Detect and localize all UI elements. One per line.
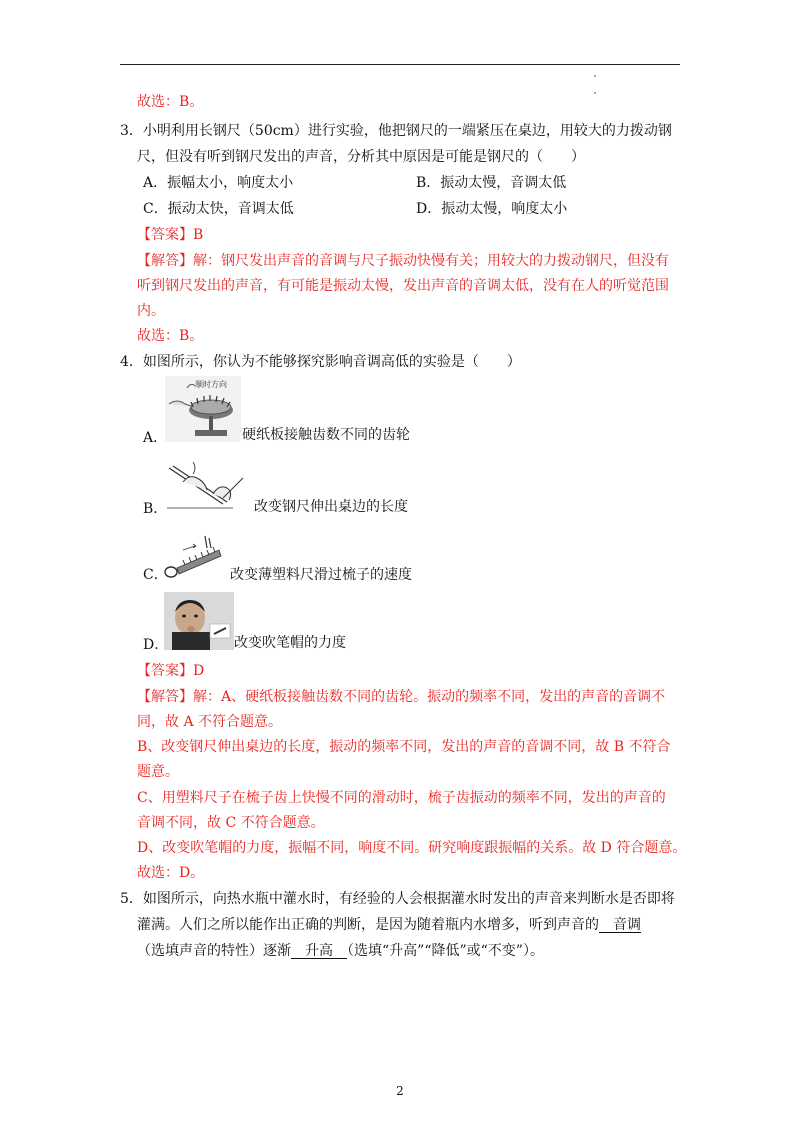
q4-option-d-letter: D．	[143, 637, 169, 653]
q5-stem-line-3	[137, 942, 544, 960]
q3-option-a: A．振幅太小，响度太小	[143, 175, 294, 191]
fig-a-caption: 顺时方向	[195, 380, 227, 389]
q4-option-d-text: 改变吹笔帽的力度	[234, 635, 346, 651]
header-rule	[120, 64, 680, 65]
q4-option-b-letter: B．	[143, 501, 168, 517]
page-number: 2	[396, 1084, 404, 1098]
q4-analysis-line-7: D、改变吹笔帽的力度，振幅不同，响度不同。研究响度跟振幅的关系。故 D 符合题意。	[137, 840, 687, 856]
q4-answer: 【答案】D	[137, 663, 205, 679]
q4-option-a-text: 硬纸板接触齿数不同的齿轮	[242, 427, 410, 443]
q5-stem-line-2	[137, 916, 641, 934]
q4-stem: 4．如图所示，你认为不能够探究影响音调高低的实验是（ ）	[120, 354, 521, 370]
q4-analysis-line-3: B、改变钢尺伸出桌边的长度，振动的频率不同，发出的声音的音调不同，故 B 不符合	[137, 739, 671, 755]
q5-stem-line-1: 5．如图所示，向热水瓶中灌水时，有经验的人会根据灌水时发出的声音来判断水是否即将	[120, 891, 675, 907]
q3-stem-line-1: 3．小明利用长钢尺（50cm）进行实验，他把钢尺的一端紧压在桌边，用较大的力拨动钢	[120, 123, 672, 139]
comb-figure	[163, 532, 227, 582]
q4-conclusion: 故选：D。	[137, 865, 205, 881]
gear-figure	[165, 376, 241, 442]
q4-analysis-line-6: 音调不同，故 C 不符合题意。	[137, 815, 325, 831]
q5-blank-2: 升高	[291, 943, 347, 959]
q4-option-c-letter: C．	[143, 567, 168, 583]
q3-conclusion: 故选：B。	[137, 328, 204, 344]
q3-answer: 【答案】B	[137, 227, 204, 243]
prev-answer: 故选：B。	[137, 94, 204, 110]
header-dot	[594, 92, 596, 94]
q5-blank-1: 音调	[599, 917, 641, 933]
ruler-figure	[163, 458, 249, 516]
q4-analysis-line-1: 【解答】解：A、硬纸板接触齿数不同的齿轮。振动的频率不同，发出的声音的音调不	[137, 689, 666, 705]
q3-analysis-line-2: 听到钢尺发出的声音，有可能是振动太慢，发出声音的音调太低，没有在人的听觉范围	[137, 278, 669, 294]
header-dot	[594, 75, 596, 77]
q5-stem-text: （选填声音的特性）逐渐	[137, 943, 291, 959]
q4-analysis-line-5: C、用塑料尺子在梳子齿上快慢不同的滑动时，梳子齿振动的频率不同，发出的声音的	[137, 790, 666, 806]
q3-stem-line-2: 尺，但没有听到钢尺发出的声音，分析其中原因是可能是钢尺的（ ）	[137, 149, 585, 165]
q5-stem-text: 灌满。人们之所以能作出正确的判断，是因为随着瓶内水增多，听到声音的	[137, 917, 599, 933]
q4-option-c-text: 改变薄塑料尺滑过梳子的速度	[230, 567, 412, 583]
q4-analysis-line-4: 题意。	[137, 764, 179, 780]
q3-option-d: D．振动太慢，响度太小	[416, 201, 568, 217]
q4-option-a-letter: A．	[143, 430, 168, 446]
q3-analysis-line-1: 【解答】解：钢尺发出声音的音调与尺子振动快慢有关；用较大的力拨动钢尺，但没有	[137, 253, 669, 269]
q4-analysis-line-2: 同，故 A 不符合题意。	[137, 714, 283, 730]
boy-photo	[164, 592, 234, 650]
q5-stem-text: （选填“升高”“降低”或“不变”）。	[347, 943, 544, 959]
q3-option-c: C．振动太快，音调太低	[143, 201, 294, 217]
q4-option-b-text: 改变钢尺伸出桌边的长度	[254, 499, 408, 515]
q3-option-b: B．振动太慢，音调太低	[416, 175, 567, 191]
q3-analysis-line-3: 内。	[137, 303, 165, 319]
